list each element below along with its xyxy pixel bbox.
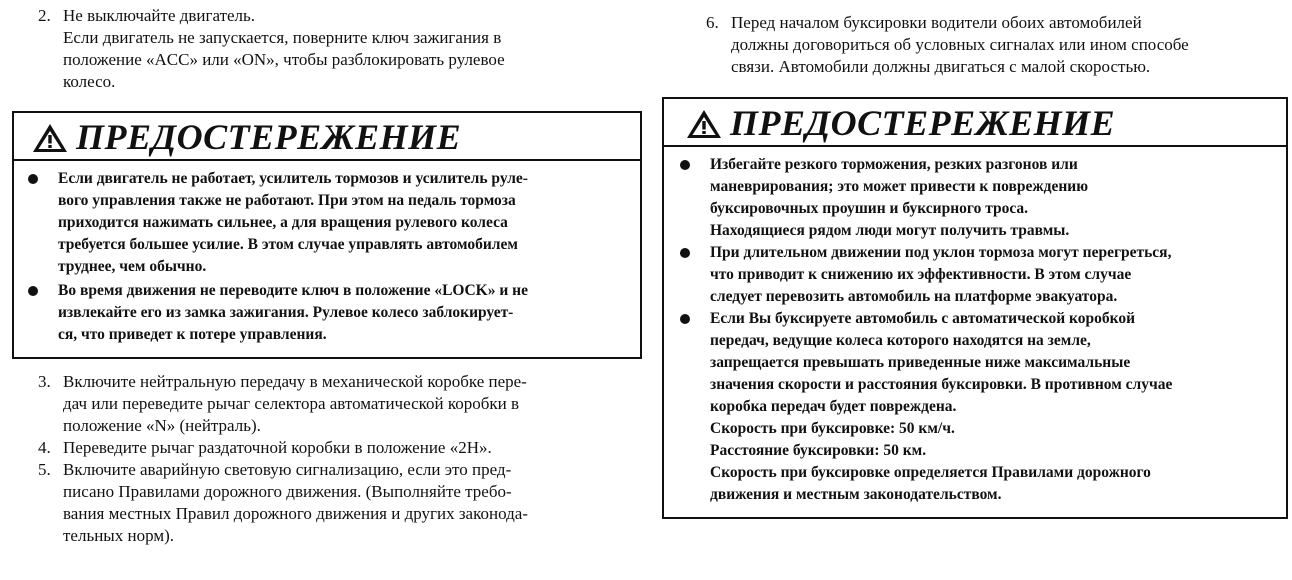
item-number: 4. <box>38 438 51 457</box>
warning-header <box>664 99 1286 147</box>
warning-triangle-icon <box>32 123 68 153</box>
bullet-text: Во время движения не переводите ключ в положение «LOCK» и не извлекайте его из замка зажигания. Рулевое колесо заблокирует- ся, что приведет к потере управления. <box>58 282 528 343</box>
bullet-text: При длительном движении под уклон тормоза могут перегреться, что приводит к снижению их эффективности. В этом случае следует перевозить автомобиль на платформе эвакуатора. <box>710 244 1172 305</box>
item-number: 2. <box>38 6 51 25</box>
warning-title: ПРЕДОСТЕРЕЖЕНИЕ <box>730 103 1116 143</box>
warning-header <box>14 113 640 161</box>
warning-triangle-icon <box>686 109 722 139</box>
item-text: Перед началом буксировки водители обоих автомобилей должны договориться об условных сигналах или ином способе связи. Автомобили должны двигаться с малой скоростью. <box>731 13 1189 76</box>
bullet-dot <box>28 174 38 184</box>
item-number: 3. <box>38 372 51 391</box>
bullet-dot <box>680 248 690 258</box>
bullet-text: Избегайте резкого торможения, резких разгонов или маневрирования; это может привести к повреждению буксировочных проушин и буксирного троса. Находящиеся рядом люди могут получить травмы. <box>710 156 1089 239</box>
item-number: 5. <box>38 460 51 479</box>
bullet-text: Если Вы буксируете автомобиль с автоматической коробкой передач, ведущие колеса которого находятся на земле, запрещается превышать приведенные ниже максимальные значения скорости и расстояния буксировки. В противном случае коробка передач будет повреждена. Скорость при буксировке: 50 км/ч. Расстояние буксировки: 50 км. Скорость при буксировке определяется Правилами дорожного движения и местным законодательством. <box>710 310 1173 503</box>
item-text: Не выключайте двигатель. Если двигатель не запускается, поверните ключ зажигания в положение «ACC» или «ON», чтобы разблокировать рулевое колесо. <box>63 6 505 91</box>
bullet-text: Если двигатель не работает, усилитель тормозов и усилитель руле- вого управления также не работают. При этом на педаль тормоза приходится нажимать сильнее, а для вращения рулевого колеса требуется большее усилие. В этом случае управлять автомобилем труднее, чем обычно. <box>58 170 528 275</box>
item-text: Включите аварийную световую сигнализацию, если это пред- писано Правилами дорожного движения. (Выполняйте требо- вания местных Правил дорожного движения и других законода- тельных норм). <box>63 460 528 545</box>
bullet-dot <box>680 314 690 324</box>
item-number: 6. <box>706 13 719 32</box>
warning-title: ПРЕДОСТЕРЕЖЕНИЕ <box>76 117 462 157</box>
item-text: Переведите рычаг раздаточной коробки в положение «2H». <box>63 438 492 457</box>
warning-box-left <box>12 111 642 359</box>
bullet-dot <box>680 160 690 170</box>
warning-box-right <box>662 97 1288 519</box>
item-text: Включите нейтральную передачу в механической коробке пере- дач или переведите рычаг селектора автоматической коробки в положение «N» (нейтраль). <box>63 372 527 435</box>
bullet-dot <box>28 286 38 296</box>
